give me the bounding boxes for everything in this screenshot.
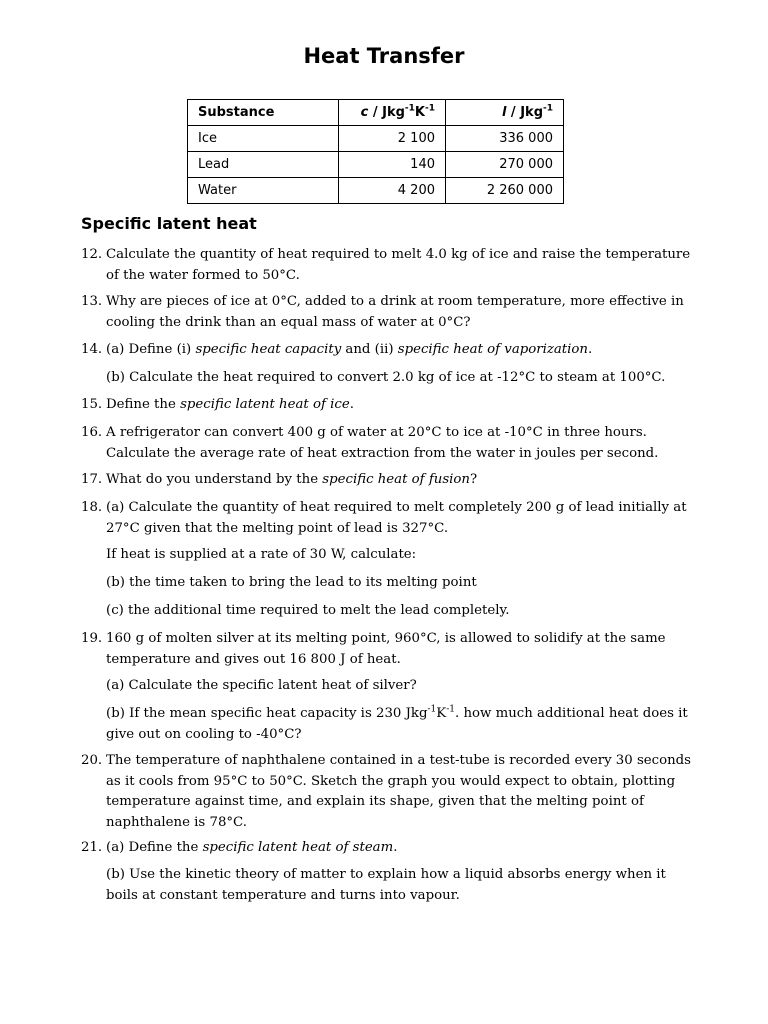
cell-c: 140 bbox=[339, 152, 446, 178]
page-title: Heat Transfer bbox=[303, 44, 465, 68]
question-number: 21. bbox=[81, 840, 103, 855]
question-20: 20. The temperature of naphthalene contained in a test-tube is recorded every 30 seconds as it cools from 95°C to 50°C. Sketch the graph you would expect to obtain, plotting temperature against time, and explain its shape, given that the melting point of naphthalene is 78°C. bbox=[81, 753, 691, 830]
cell-substance: Ice bbox=[188, 126, 339, 152]
question-number: 16. bbox=[81, 425, 103, 440]
question-19a: (a) Calculate the specific latent heat of silver? bbox=[106, 678, 417, 693]
question-number: 19. bbox=[81, 631, 103, 646]
table-row bbox=[188, 178, 564, 204]
question-18-prompt: If heat is supplied at a rate of 30 W, calculate: bbox=[106, 547, 417, 562]
cell-l: 270 000 bbox=[446, 152, 564, 178]
cell-substance: Water bbox=[188, 178, 339, 204]
question-18c: (c) the additional time required to melt the lead completely. bbox=[106, 603, 510, 618]
question-19: 19. 160 g of molten silver at its melting point, 960°C, is allowed to solidify at the same temperature and gives out 16 800 J of heat. bbox=[81, 631, 666, 667]
question-number: 15. bbox=[81, 397, 103, 412]
question-number: 17. bbox=[81, 472, 103, 487]
question-14b: (b) Calculate the heat required to convert 2.0 kg of ice at -12°C to steam at 100°C. bbox=[106, 370, 666, 385]
question-17: 17. What do you understand by the specific heat of fusion? bbox=[81, 470, 691, 491]
section-heading: Specific latent heat bbox=[81, 214, 257, 233]
table-row bbox=[188, 152, 564, 178]
question-18b: (b) the time taken to bring the lead to its melting point bbox=[106, 575, 477, 590]
header-substance: Substance bbox=[188, 100, 339, 126]
question-19b: (b) If the mean specific heat capacity is 230 $Jkg^{-1}K^{-1}$. how much additional heat does it give out on cooling to -40°C? bbox=[106, 704, 688, 742]
question-12: 12. Calculate the quantity of heat required to melt 4.0 kg of ice and raise the temperature of the water formed to 50°C. bbox=[81, 247, 691, 283]
question-number: 20. bbox=[81, 753, 103, 768]
question-13: 13. Why are pieces of ice at 0°C, added to a drink at room temperature, more effective in cooling the drink than an equal mass of water at 0°C? bbox=[81, 294, 684, 330]
question-number: 12. bbox=[81, 247, 103, 262]
question-18: 18. (a) Calculate the quantity of heat required to melt completely 200 g of lead initially at 27°C given that the melting point of lead is 327°C. bbox=[81, 500, 687, 536]
question-21: 21. (a) Define the specific latent heat of steam. bbox=[81, 838, 691, 859]
question-21b: (b) Use the kinetic theory of matter to explain how a liquid absorbs energy when it boils at constant temperature and turns into vapour. bbox=[106, 867, 666, 903]
cell-l: 336 000 bbox=[446, 126, 564, 152]
question-number: 18. bbox=[81, 500, 103, 515]
question-number: 13. bbox=[81, 294, 103, 309]
cell-c: 4 200 bbox=[339, 178, 446, 204]
properties-table bbox=[187, 99, 564, 204]
table-header-row bbox=[188, 100, 564, 126]
question-16: 16. A refrigerator can convert 400 g of water at 20°C to ice at -10°C in three hours. Calculate the average rate of heat extraction from the water in joules per second. bbox=[81, 425, 659, 461]
question-number: 14. bbox=[81, 342, 103, 357]
cell-c: 2 100 bbox=[339, 126, 446, 152]
cell-substance: Lead bbox=[188, 152, 339, 178]
question-14: 14. (a) Define (i) specific heat capacity and (ii) specific heat of vaporization. bbox=[81, 340, 691, 361]
header-latent-heat: l / Jkg$^{-1}$ bbox=[446, 100, 564, 126]
header-specific-heat: c / $Jkg^{-1}K^{-1}$ bbox=[339, 100, 446, 126]
table-row bbox=[188, 126, 564, 152]
cell-l: 2 260 000 bbox=[446, 178, 564, 204]
question-15: 15. Define the specific latent heat of ice. bbox=[81, 395, 691, 416]
